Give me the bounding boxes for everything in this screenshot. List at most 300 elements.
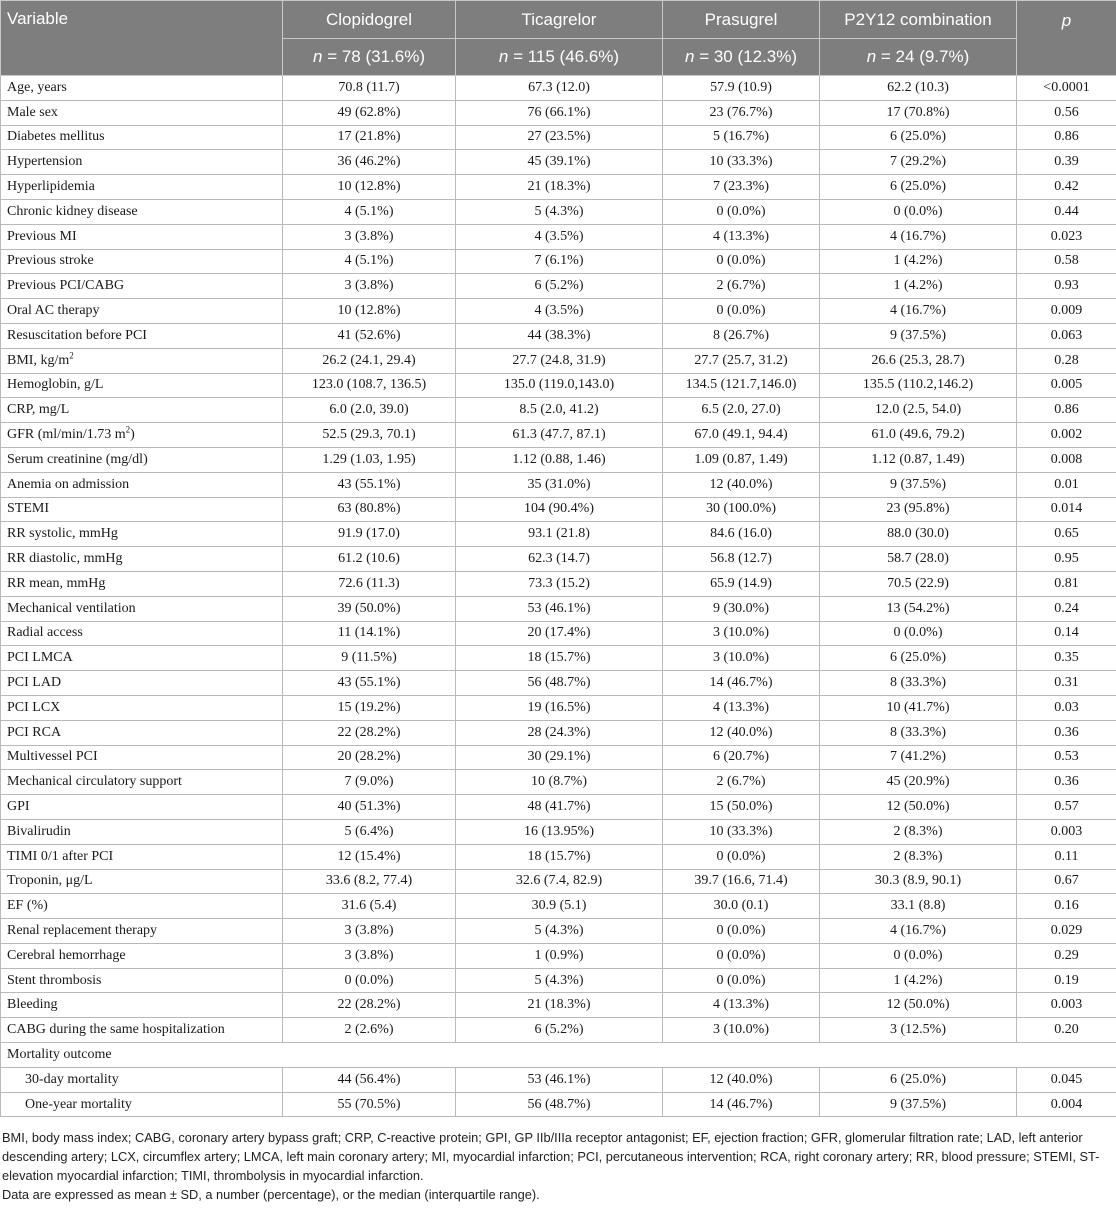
- row-label-text: BMI, kg/m: [7, 352, 70, 368]
- value-cell: 20 (28.2%): [283, 745, 456, 770]
- table-row: [1, 869, 1116, 894]
- value-cell: 2 (8.3%): [820, 819, 1017, 844]
- row-label: [1, 795, 283, 820]
- value-cell: 9 (30.0%): [663, 596, 820, 621]
- value-cell: 4 (16.7%): [820, 224, 1017, 249]
- row-label-text: Previous PCI/CABG: [7, 278, 125, 294]
- table-row: [1, 547, 1116, 572]
- value-cell: 62.3 (14.7): [456, 547, 663, 572]
- row-label: [1, 894, 283, 919]
- value-cell: 4 (16.7%): [820, 299, 1017, 324]
- row-label: [1, 398, 283, 423]
- row-label: [1, 968, 283, 993]
- value-cell: 12 (40.0%): [663, 720, 820, 745]
- value-cell: 36 (46.2%): [283, 150, 456, 175]
- table-row: [1, 199, 1116, 224]
- p-value-cell: 0.44: [1017, 199, 1116, 224]
- table-row: [1, 323, 1116, 348]
- value-cell: 18 (15.7%): [456, 844, 663, 869]
- row-label: [1, 993, 283, 1018]
- value-cell: 5 (4.3%): [456, 199, 663, 224]
- header-n-ticagrelor: [456, 39, 663, 76]
- header-clopidogrel: Clopidogrel: [283, 1, 456, 39]
- value-cell: 72.6 (11.3): [283, 571, 456, 596]
- p-value-cell: 0.003: [1017, 819, 1116, 844]
- row-label: [1, 621, 283, 646]
- table-footnotes: [2, 1128, 1114, 1204]
- label-suffix: ): [130, 427, 135, 443]
- row-label: [1, 348, 283, 373]
- table-row: [1, 423, 1116, 448]
- row-label-text: Multivessel PCI: [7, 749, 98, 765]
- row-label-text: Cerebral hemorrhage: [7, 947, 126, 963]
- value-cell: 30.3 (8.9, 90.1): [820, 869, 1017, 894]
- row-label-text: CRP, mg/L: [7, 402, 70, 418]
- value-cell: 8 (33.3%): [820, 720, 1017, 745]
- value-cell: 30.0 (0.1): [663, 894, 820, 919]
- row-label-text: Mechanical circulatory support: [7, 774, 182, 790]
- row-label: [1, 646, 283, 671]
- table-row: [1, 671, 1116, 696]
- p-value-cell: 0.003: [1017, 993, 1116, 1018]
- value-cell: 9 (37.5%): [820, 472, 1017, 497]
- value-cell: 0 (0.0%): [820, 199, 1017, 224]
- row-label-text: RR diastolic, mmHg: [7, 551, 123, 567]
- row-label-text: Bleeding: [7, 997, 58, 1013]
- value-cell: 10 (12.8%): [283, 175, 456, 200]
- value-cell: 45 (39.1%): [456, 150, 663, 175]
- p-value-cell: 0.24: [1017, 596, 1116, 621]
- header-n-clopidogrel: [283, 39, 456, 76]
- table-row: [1, 274, 1116, 299]
- header-p-value: p: [1017, 1, 1116, 76]
- value-cell: 52.5 (29.3, 70.1): [283, 423, 456, 448]
- value-cell: 32.6 (7.4, 82.9): [456, 869, 663, 894]
- row-label-text: PCI LAD: [7, 675, 62, 691]
- table-row: [1, 249, 1116, 274]
- table-row: [1, 646, 1116, 671]
- p-value-cell: 0.67: [1017, 869, 1116, 894]
- p-value-cell: 0.014: [1017, 497, 1116, 522]
- row-label: [1, 423, 283, 448]
- value-cell: 45 (20.9%): [820, 770, 1017, 795]
- p-value-cell: 0.86: [1017, 125, 1116, 150]
- p-value-cell: 0.58: [1017, 249, 1116, 274]
- row-label-text: Hemoglobin, g/L: [7, 377, 104, 393]
- value-cell: 2 (6.7%): [663, 274, 820, 299]
- value-cell: 39 (50.0%): [283, 596, 456, 621]
- table-row: [1, 175, 1116, 200]
- value-cell: 0 (0.0%): [663, 249, 820, 274]
- value-cell: 10 (33.3%): [663, 150, 820, 175]
- value-cell: 14 (46.7%): [663, 671, 820, 696]
- p-value-cell: 0.16: [1017, 894, 1116, 919]
- table-row: [1, 993, 1116, 1018]
- value-cell: 123.0 (108.7, 136.5): [283, 373, 456, 398]
- row-label: [1, 745, 283, 770]
- p-value-cell: <0.0001: [1017, 76, 1116, 101]
- row-label: [1, 522, 283, 547]
- value-cell: 5 (4.3%): [456, 919, 663, 944]
- value-cell: 93.1 (21.8): [456, 522, 663, 547]
- row-label: [1, 447, 283, 472]
- value-cell: 14 (46.7%): [663, 1092, 820, 1117]
- p-value-cell: 0.045: [1017, 1067, 1116, 1092]
- value-cell: 27.7 (24.8, 31.9): [456, 348, 663, 373]
- value-cell: 1.09 (0.87, 1.49): [663, 447, 820, 472]
- n-symbol: n: [313, 47, 323, 66]
- row-label-text: TIMI 0/1 after PCI: [7, 848, 114, 864]
- n-symbol: n: [685, 47, 695, 66]
- value-cell: 2 (2.6%): [283, 1018, 456, 1043]
- p-value-cell: 0.009: [1017, 299, 1116, 324]
- value-cell: 17 (70.8%): [820, 100, 1017, 125]
- table-row: [1, 76, 1116, 101]
- value-cell: 1.12 (0.88, 1.46): [456, 447, 663, 472]
- value-cell: 12.0 (2.5, 54.0): [820, 398, 1017, 423]
- value-cell: 8.5 (2.0, 41.2): [456, 398, 663, 423]
- data-expression-footnote: Data are expressed as mean ± SD, a number (percentage), or the median (interquartile range).: [2, 1187, 540, 1202]
- value-cell: 35 (31.0%): [456, 472, 663, 497]
- row-label-text: GFR (ml/min/1.73 m: [7, 427, 126, 443]
- row-label: [1, 720, 283, 745]
- table-row: [1, 745, 1116, 770]
- table-row: [1, 720, 1116, 745]
- value-cell: 9 (11.5%): [283, 646, 456, 671]
- value-cell: 11 (14.1%): [283, 621, 456, 646]
- row-label-text: Serum creatinine (mg/dl): [7, 451, 148, 467]
- value-cell: 0 (0.0%): [663, 299, 820, 324]
- value-cell: 22 (28.2%): [283, 993, 456, 1018]
- p-value-cell: 0.36: [1017, 770, 1116, 795]
- value-cell: 12 (40.0%): [663, 472, 820, 497]
- value-cell: 0 (0.0%): [820, 621, 1017, 646]
- row-label: [1, 497, 283, 522]
- value-cell: 4 (16.7%): [820, 919, 1017, 944]
- n-value: = 30 (12.3%): [694, 47, 797, 66]
- row-label: [1, 844, 283, 869]
- value-cell: 0 (0.0%): [663, 968, 820, 993]
- value-cell: 8 (26.7%): [663, 323, 820, 348]
- header-n-p2y12-combination: [820, 39, 1017, 76]
- value-cell: 3 (3.8%): [283, 274, 456, 299]
- superscript: 2: [125, 424, 131, 435]
- table-row: [1, 125, 1116, 150]
- row-label: [1, 919, 283, 944]
- row-label: [1, 150, 283, 175]
- row-label: [1, 175, 283, 200]
- row-label: [1, 819, 283, 844]
- row-label-text: Bivalirudin: [7, 823, 71, 839]
- value-cell: 6.0 (2.0, 39.0): [283, 398, 456, 423]
- p-value-cell: 0.28: [1017, 348, 1116, 373]
- row-label-text: Radial access: [7, 625, 83, 641]
- row-label-text: Stent thrombosis: [7, 972, 102, 988]
- row-label: [1, 76, 283, 101]
- value-cell: 84.6 (16.0): [663, 522, 820, 547]
- value-cell: 33.1 (8.8): [820, 894, 1017, 919]
- value-cell: 18 (15.7%): [456, 646, 663, 671]
- row-label: [1, 1018, 283, 1043]
- row-label: [1, 571, 283, 596]
- table-row: [1, 522, 1116, 547]
- value-cell: 4 (5.1%): [283, 249, 456, 274]
- value-cell: 49 (62.8%): [283, 100, 456, 125]
- row-label-text: 30-day mortality: [25, 1071, 119, 1087]
- row-label: [1, 299, 283, 324]
- value-cell: 4 (5.1%): [283, 199, 456, 224]
- row-label-text: Troponin, μg/L: [7, 873, 93, 889]
- value-cell: 55 (70.5%): [283, 1092, 456, 1117]
- value-cell: 7 (29.2%): [820, 150, 1017, 175]
- n-value: = 24 (9.7%): [876, 47, 970, 66]
- value-cell: 9 (37.5%): [820, 1092, 1017, 1117]
- row-label: [1, 274, 283, 299]
- value-cell: 2 (8.3%): [820, 844, 1017, 869]
- value-cell: 1 (4.2%): [820, 274, 1017, 299]
- p-value-cell: 0.03: [1017, 695, 1116, 720]
- value-cell: 9 (37.5%): [820, 323, 1017, 348]
- table-row: [1, 819, 1116, 844]
- row-label-text: Hypertension: [7, 154, 83, 170]
- value-cell: 61.3 (47.7, 87.1): [456, 423, 663, 448]
- value-cell: 0 (0.0%): [663, 199, 820, 224]
- p-value-cell: 0.31: [1017, 671, 1116, 696]
- value-cell: 43 (55.1%): [283, 472, 456, 497]
- value-cell: 70.8 (11.7): [283, 76, 456, 101]
- p-value-cell: 0.42: [1017, 175, 1116, 200]
- table-row: [1, 100, 1116, 125]
- table-row: [1, 224, 1116, 249]
- value-cell: 23 (76.7%): [663, 100, 820, 125]
- value-cell: 73.3 (15.2): [456, 571, 663, 596]
- row-label-text: Male sex: [7, 104, 58, 120]
- section-label: Mortality outcome: [1, 1043, 1116, 1068]
- value-cell: 4 (3.5%): [456, 299, 663, 324]
- table-row: [1, 844, 1116, 869]
- value-cell: 4 (13.3%): [663, 695, 820, 720]
- section-row: [1, 1043, 1116, 1068]
- value-cell: 7 (23.3%): [663, 175, 820, 200]
- value-cell: 26.2 (24.1, 29.4): [283, 348, 456, 373]
- value-cell: 16 (13.95%): [456, 819, 663, 844]
- row-label-text: Resuscitation before PCI: [7, 327, 147, 343]
- value-cell: 3 (3.8%): [283, 943, 456, 968]
- table-row: [1, 919, 1116, 944]
- header-n-prasugrel: [663, 39, 820, 76]
- value-cell: 0 (0.0%): [663, 943, 820, 968]
- value-cell: 6 (25.0%): [820, 175, 1017, 200]
- p-value-cell: 0.56: [1017, 100, 1116, 125]
- table-row: [1, 1018, 1116, 1043]
- value-cell: 0 (0.0%): [820, 943, 1017, 968]
- value-cell: 12 (15.4%): [283, 844, 456, 869]
- p-value-cell: 0.029: [1017, 919, 1116, 944]
- row-label-text: Chronic kidney disease: [7, 203, 138, 219]
- value-cell: 22 (28.2%): [283, 720, 456, 745]
- p-value-cell: 0.008: [1017, 447, 1116, 472]
- value-cell: 5 (4.3%): [456, 968, 663, 993]
- value-cell: 12 (50.0%): [820, 795, 1017, 820]
- value-cell: 57.9 (10.9): [663, 76, 820, 101]
- p-value-cell: 0.39: [1017, 150, 1116, 175]
- row-label-text: RR systolic, mmHg: [7, 526, 118, 542]
- value-cell: 8 (33.3%): [820, 671, 1017, 696]
- value-cell: 4 (13.3%): [663, 224, 820, 249]
- p-value-cell: 0.93: [1017, 274, 1116, 299]
- value-cell: 4 (13.3%): [663, 993, 820, 1018]
- value-cell: 0 (0.0%): [663, 919, 820, 944]
- table-row: [1, 894, 1116, 919]
- table-body: [1, 76, 1116, 1117]
- table-row: [1, 373, 1116, 398]
- table-row: [1, 1067, 1116, 1092]
- table-row: [1, 695, 1116, 720]
- value-cell: 67.0 (49.1, 94.4): [663, 423, 820, 448]
- value-cell: 5 (16.7%): [663, 125, 820, 150]
- table-row: [1, 447, 1116, 472]
- row-label-text: Diabetes mellitus: [7, 129, 105, 145]
- value-cell: 6 (25.0%): [820, 1067, 1017, 1092]
- row-label: [1, 323, 283, 348]
- table-row: [1, 770, 1116, 795]
- row-label: [1, 199, 283, 224]
- value-cell: 12 (40.0%): [663, 1067, 820, 1092]
- table-row: [1, 596, 1116, 621]
- p-value-cell: 0.65: [1017, 522, 1116, 547]
- value-cell: 6 (25.0%): [820, 646, 1017, 671]
- value-cell: 3 (10.0%): [663, 621, 820, 646]
- row-label: [1, 671, 283, 696]
- table-row: [1, 943, 1116, 968]
- value-cell: 134.5 (121.7,146.0): [663, 373, 820, 398]
- value-cell: 43 (55.1%): [283, 671, 456, 696]
- row-label-text: Renal replacement therapy: [7, 922, 158, 938]
- row-label: [1, 1092, 283, 1117]
- value-cell: 19 (16.5%): [456, 695, 663, 720]
- row-label-text: PCI RCA: [7, 724, 62, 740]
- table-header: [1, 1, 1116, 76]
- value-cell: 1 (4.2%): [820, 968, 1017, 993]
- value-cell: 76 (66.1%): [456, 100, 663, 125]
- p-value-cell: 0.57: [1017, 795, 1116, 820]
- row-label: [1, 596, 283, 621]
- row-label: [1, 695, 283, 720]
- value-cell: 135.0 (119.0,143.0): [456, 373, 663, 398]
- value-cell: 27 (23.5%): [456, 125, 663, 150]
- n-value: = 115 (46.6%): [508, 47, 620, 66]
- p-value-cell: 0.19: [1017, 968, 1116, 993]
- row-label: [1, 943, 283, 968]
- value-cell: 27.7 (25.7, 31.2): [663, 348, 820, 373]
- value-cell: 0 (0.0%): [663, 844, 820, 869]
- p-value-cell: 0.002: [1017, 423, 1116, 448]
- value-cell: 61.2 (10.6): [283, 547, 456, 572]
- p-value-cell: 0.36: [1017, 720, 1116, 745]
- table-row: [1, 497, 1116, 522]
- value-cell: 23 (95.8%): [820, 497, 1017, 522]
- row-label: [1, 869, 283, 894]
- value-cell: 3 (3.8%): [283, 224, 456, 249]
- value-cell: 39.7 (16.6, 71.4): [663, 869, 820, 894]
- value-cell: 7 (9.0%): [283, 770, 456, 795]
- p-value-cell: 0.005: [1017, 373, 1116, 398]
- value-cell: 61.0 (49.6, 79.2): [820, 423, 1017, 448]
- value-cell: 4 (3.5%): [456, 224, 663, 249]
- value-cell: 6 (20.7%): [663, 745, 820, 770]
- value-cell: 30 (100.0%): [663, 497, 820, 522]
- value-cell: 15 (50.0%): [663, 795, 820, 820]
- row-label-text: Age, years: [7, 79, 67, 95]
- value-cell: 3 (10.0%): [663, 1018, 820, 1043]
- row-label: [1, 224, 283, 249]
- row-label-text: Hyperlipidemia: [7, 179, 95, 195]
- row-label-text: CABG during the same hospitalization: [7, 1022, 225, 1038]
- value-cell: 70.5 (22.9): [820, 571, 1017, 596]
- value-cell: 31.6 (5.4): [283, 894, 456, 919]
- row-label: [1, 547, 283, 572]
- p-value-cell: 0.11: [1017, 844, 1116, 869]
- value-cell: 2 (6.7%): [663, 770, 820, 795]
- value-cell: 40 (51.3%): [283, 795, 456, 820]
- p-value-cell: 0.004: [1017, 1092, 1116, 1117]
- p-value-cell: 0.53: [1017, 745, 1116, 770]
- value-cell: 88.0 (30.0): [820, 522, 1017, 547]
- value-cell: 10 (33.3%): [663, 819, 820, 844]
- n-symbol: n: [866, 47, 877, 66]
- n-symbol: n: [498, 47, 509, 66]
- value-cell: 10 (41.7%): [820, 695, 1017, 720]
- value-cell: 21 (18.3%): [456, 175, 663, 200]
- row-label: [1, 100, 283, 125]
- row-label-text: Previous MI: [7, 228, 77, 244]
- header-ticagrelor: Ticagrelor: [456, 1, 663, 39]
- value-cell: 3 (3.8%): [283, 919, 456, 944]
- value-cell: 33.6 (8.2, 77.4): [283, 869, 456, 894]
- p-value-cell: 0.81: [1017, 571, 1116, 596]
- value-cell: 10 (12.8%): [283, 299, 456, 324]
- header-variable: Variable: [1, 1, 283, 76]
- value-cell: 28 (24.3%): [456, 720, 663, 745]
- table-row: [1, 621, 1116, 646]
- value-cell: 20 (17.4%): [456, 621, 663, 646]
- p-value-cell: 0.01: [1017, 472, 1116, 497]
- row-label-text: GPI: [7, 799, 30, 814]
- value-cell: 44 (38.3%): [456, 323, 663, 348]
- header-p2y12-combination: P2Y12 combination: [820, 1, 1017, 39]
- row-label: [1, 1067, 283, 1092]
- row-label-text: EF (%): [7, 898, 48, 914]
- value-cell: 6 (25.0%): [820, 125, 1017, 150]
- table-row: [1, 398, 1116, 423]
- value-cell: 6.5 (2.0, 27.0): [663, 398, 820, 423]
- abbreviations-footnote: BMI, body mass index; CABG, coronary artery bypass graft; CRP, C-reactive protein; GPI, GP IIb/IIIa receptor antagonist; EF, ejection fraction; GFR, glomerular filtration rate; LAD, left anterior descending artery; LCX, circumflex artery; LMCA, left main coronary artery; MI, myocardial infarction; PCI, percutaneous intervention; RCA, right coronary artery; RR, blood pressure; STEMI, ST-elevation myocardial infarction; TIMI, thrombolysis in myocardial infarction.: [2, 1130, 1100, 1183]
- p-value-cell: 0.023: [1017, 224, 1116, 249]
- p-value-cell: 0.95: [1017, 547, 1116, 572]
- value-cell: 1 (4.2%): [820, 249, 1017, 274]
- value-cell: 6 (5.2%): [456, 1018, 663, 1043]
- value-cell: 135.5 (110.2,146.2): [820, 373, 1017, 398]
- value-cell: 15 (19.2%): [283, 695, 456, 720]
- row-label-text: Oral AC therapy: [7, 303, 100, 319]
- value-cell: 56 (48.7%): [456, 1092, 663, 1117]
- value-cell: 63 (80.8%): [283, 497, 456, 522]
- table-row: [1, 968, 1116, 993]
- p-value-cell: 0.29: [1017, 943, 1116, 968]
- row-label-text: STEMI: [7, 501, 49, 517]
- value-cell: 7 (6.1%): [456, 249, 663, 274]
- value-cell: 7 (41.2%): [820, 745, 1017, 770]
